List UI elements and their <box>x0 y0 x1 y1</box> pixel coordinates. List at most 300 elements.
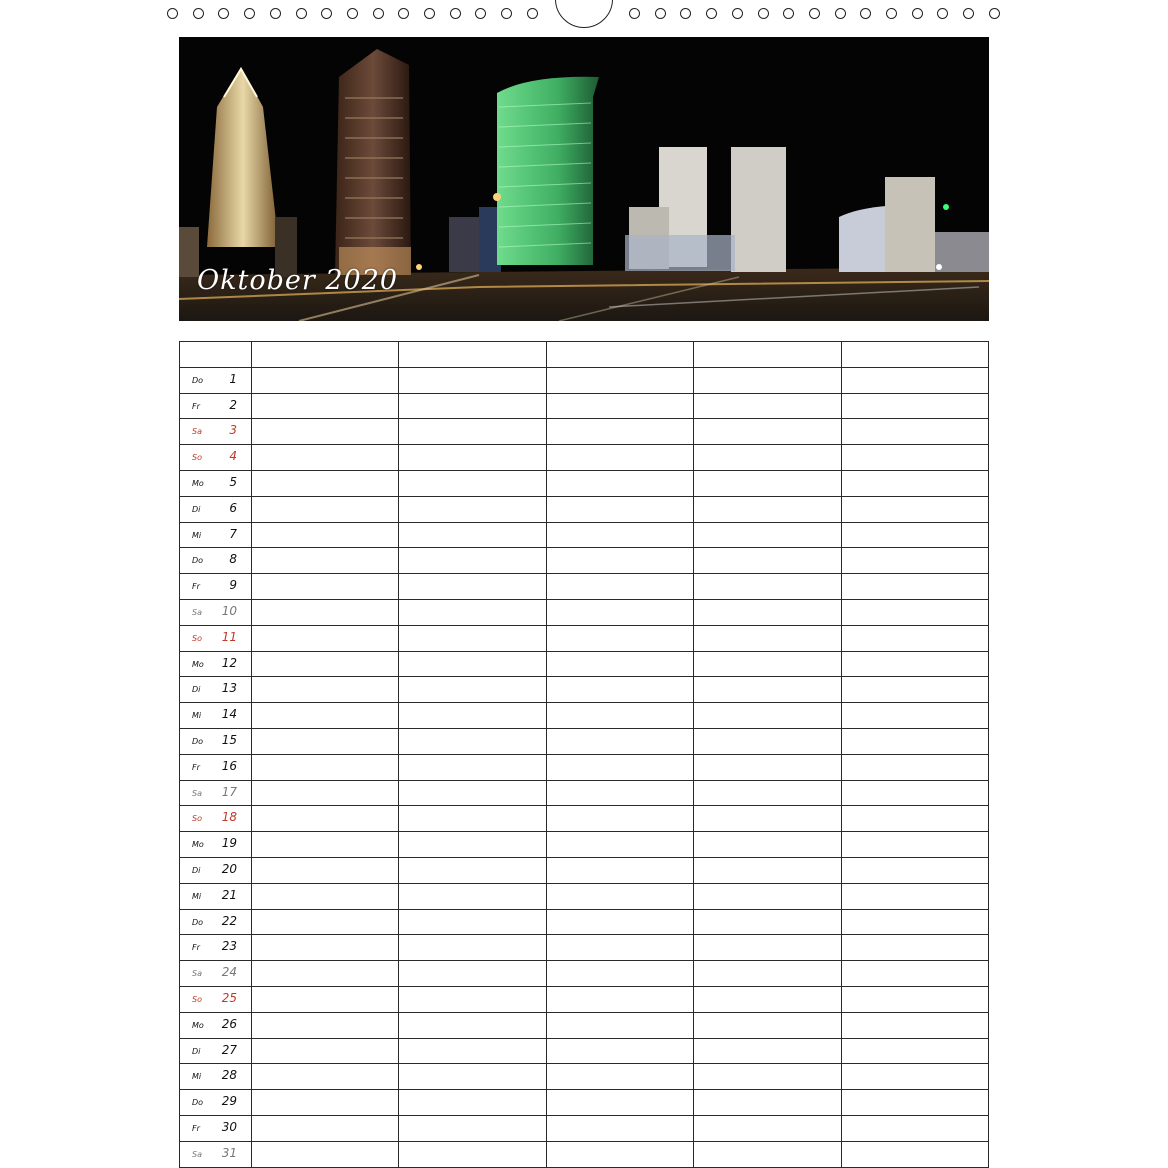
entry-cell[interactable] <box>546 754 693 780</box>
entry-cell[interactable] <box>841 1064 988 1090</box>
day-number: 21 <box>221 887 237 902</box>
header-cell-person[interactable] <box>546 342 693 368</box>
entry-cell[interactable] <box>694 1012 841 1038</box>
weekday-label: Mo <box>192 1020 204 1030</box>
entry-cell[interactable] <box>694 548 841 574</box>
entry-cell[interactable] <box>841 496 988 522</box>
binding-hole-icon <box>758 8 769 19</box>
weekday-label: Di <box>192 685 201 695</box>
weekday-label: Di <box>192 1046 201 1056</box>
entry-cell[interactable] <box>399 961 546 987</box>
entry-cell[interactable] <box>841 677 988 703</box>
entry-cell[interactable] <box>399 470 546 496</box>
entry-cell[interactable] <box>252 522 399 548</box>
day-row <box>180 1064 989 1090</box>
entry-cell[interactable] <box>252 1012 399 1038</box>
entry-cell[interactable] <box>841 1038 988 1064</box>
entry-cell[interactable] <box>399 1012 546 1038</box>
weekday-label: Sa <box>192 969 202 979</box>
weekday-label: Fr <box>192 582 200 592</box>
entry-cell[interactable] <box>841 419 988 445</box>
entry-cell[interactable] <box>399 445 546 471</box>
entry-cell[interactable] <box>399 754 546 780</box>
binding-hole-icon <box>475 8 486 19</box>
binding-hole-icon <box>501 8 512 19</box>
day-label-cell <box>180 780 252 806</box>
binding-hole-icon <box>783 8 794 19</box>
entry-cell[interactable] <box>694 445 841 471</box>
day-number: 6 <box>229 500 237 515</box>
weekday-label: Fr <box>192 762 200 772</box>
entry-cell[interactable] <box>546 857 693 883</box>
day-number: 17 <box>221 784 237 799</box>
binding-hole-icon <box>860 8 871 19</box>
entry-cell[interactable] <box>399 599 546 625</box>
day-label-cell <box>180 1064 252 1090</box>
binding-hole-icon <box>886 8 897 19</box>
day-label-cell <box>180 522 252 548</box>
binding-hole-icon <box>244 8 255 19</box>
entry-cell[interactable] <box>694 806 841 832</box>
entry-cell[interactable] <box>841 1115 988 1141</box>
entry-cell[interactable] <box>841 1090 988 1116</box>
entry-cell[interactable] <box>841 909 988 935</box>
day-row <box>180 961 989 987</box>
day-number: 28 <box>221 1068 237 1083</box>
entry-cell[interactable] <box>546 780 693 806</box>
day-number: 2 <box>229 397 237 412</box>
header-cell-date[interactable] <box>180 342 252 368</box>
day-row <box>180 806 989 832</box>
weekday-label: So <box>192 453 202 463</box>
entry-cell[interactable] <box>399 1064 546 1090</box>
binding-hole-icon <box>937 8 948 19</box>
entry-cell[interactable] <box>694 857 841 883</box>
day-label-cell <box>180 986 252 1012</box>
entry-cell[interactable] <box>841 651 988 677</box>
entry-cell[interactable] <box>694 367 841 393</box>
binding-hole-icon <box>270 8 281 19</box>
day-row <box>180 367 989 393</box>
day-label-cell <box>180 599 252 625</box>
day-row <box>180 625 989 651</box>
entry-cell[interactable] <box>399 1090 546 1116</box>
day-number: 11 <box>221 629 237 644</box>
day-label-cell <box>180 470 252 496</box>
entry-cell[interactable] <box>546 445 693 471</box>
entry-cell[interactable] <box>399 703 546 729</box>
entry-cell[interactable] <box>399 548 546 574</box>
entry-cell[interactable] <box>252 625 399 651</box>
entry-cell[interactable] <box>694 1038 841 1064</box>
entry-cell[interactable] <box>546 806 693 832</box>
entry-cell[interactable] <box>252 599 399 625</box>
day-label-cell <box>180 703 252 729</box>
weekday-label: Fr <box>192 943 200 953</box>
day-label-cell <box>180 419 252 445</box>
entry-cell[interactable] <box>694 651 841 677</box>
entry-cell[interactable] <box>252 986 399 1012</box>
entry-cell[interactable] <box>546 496 693 522</box>
entry-cell[interactable] <box>252 367 399 393</box>
entry-cell[interactable] <box>694 1115 841 1141</box>
day-row <box>180 935 989 961</box>
entry-cell[interactable] <box>546 522 693 548</box>
entry-cell[interactable] <box>399 677 546 703</box>
entry-cell[interactable] <box>252 703 399 729</box>
entry-cell[interactable] <box>546 1115 693 1141</box>
day-number: 10 <box>221 603 237 618</box>
weekday-label: Sa <box>192 1149 202 1159</box>
entry-cell[interactable] <box>694 496 841 522</box>
entry-cell[interactable] <box>399 522 546 548</box>
entry-cell[interactable] <box>399 883 546 909</box>
day-label-cell <box>180 1012 252 1038</box>
day-number: 23 <box>221 939 237 954</box>
day-row <box>180 986 989 1012</box>
entry-cell[interactable] <box>546 677 693 703</box>
entry-cell[interactable] <box>841 548 988 574</box>
entry-cell[interactable] <box>399 909 546 935</box>
entry-cell[interactable] <box>399 806 546 832</box>
entry-cell[interactable] <box>252 1038 399 1064</box>
header-cell-person[interactable] <box>399 342 546 368</box>
entry-cell[interactable] <box>546 909 693 935</box>
entry-cell[interactable] <box>399 857 546 883</box>
day-number: 1 <box>229 371 237 386</box>
entry-cell[interactable] <box>546 367 693 393</box>
entry-cell[interactable] <box>694 883 841 909</box>
day-number: 16 <box>221 758 237 773</box>
entry-cell[interactable] <box>252 1064 399 1090</box>
weekday-label: Di <box>192 504 201 514</box>
day-label-cell <box>180 574 252 600</box>
day-label-cell <box>180 393 252 419</box>
entry-cell[interactable] <box>399 393 546 419</box>
day-label-cell <box>180 961 252 987</box>
entry-cell[interactable] <box>399 832 546 858</box>
entry-cell[interactable] <box>252 1090 399 1116</box>
day-row <box>180 651 989 677</box>
entry-cell[interactable] <box>694 625 841 651</box>
day-row <box>180 909 989 935</box>
entry-cell[interactable] <box>694 1064 841 1090</box>
entry-cell[interactable] <box>546 935 693 961</box>
entry-cell[interactable] <box>546 1064 693 1090</box>
entry-cell[interactable] <box>841 832 988 858</box>
entry-cell[interactable] <box>399 625 546 651</box>
day-row <box>180 470 989 496</box>
entry-cell[interactable] <box>841 935 988 961</box>
day-number: 9 <box>229 578 237 593</box>
binding-hole-icon <box>706 8 717 19</box>
entry-cell[interactable] <box>252 651 399 677</box>
entry-cell[interactable] <box>841 703 988 729</box>
entry-cell[interactable] <box>252 470 399 496</box>
weekday-label: Mo <box>192 659 204 669</box>
binding-hole-icon <box>167 8 178 19</box>
weekday-label: Do <box>192 556 204 566</box>
entry-cell[interactable] <box>399 780 546 806</box>
entry-cell[interactable] <box>841 754 988 780</box>
day-number: 7 <box>229 526 237 541</box>
weekday-label: Do <box>192 917 204 927</box>
day-label-cell <box>180 1141 252 1167</box>
entry-cell[interactable] <box>399 1038 546 1064</box>
entry-cell[interactable] <box>399 728 546 754</box>
binding-hole-icon <box>398 8 409 19</box>
entry-cell[interactable] <box>546 625 693 651</box>
entry-cell[interactable] <box>546 393 693 419</box>
header-row <box>180 342 989 368</box>
weekday-label: Fr <box>192 401 200 411</box>
entry-cell[interactable] <box>841 1012 988 1038</box>
entry-cell[interactable] <box>546 470 693 496</box>
entry-cell[interactable] <box>694 393 841 419</box>
entry-cell[interactable] <box>694 419 841 445</box>
day-number: 13 <box>221 681 237 696</box>
entry-cell[interactable] <box>841 574 988 600</box>
entry-cell[interactable] <box>694 832 841 858</box>
day-label-cell <box>180 806 252 832</box>
day-number: 14 <box>221 707 237 722</box>
entry-cell[interactable] <box>841 367 988 393</box>
weekday-label: Do <box>192 375 204 385</box>
entry-cell[interactable] <box>546 1012 693 1038</box>
day-row <box>180 1038 989 1064</box>
weekday-label: Di <box>192 865 201 875</box>
entry-cell[interactable] <box>841 522 988 548</box>
day-row <box>180 1090 989 1116</box>
entry-cell[interactable] <box>694 599 841 625</box>
day-row <box>180 780 989 806</box>
entry-cell[interactable] <box>841 470 988 496</box>
binding-hole-icon <box>296 8 307 19</box>
day-label-cell <box>180 909 252 935</box>
day-number: 15 <box>221 732 237 747</box>
day-label-cell <box>180 832 252 858</box>
entry-cell[interactable] <box>399 496 546 522</box>
day-row <box>180 883 989 909</box>
entry-cell[interactable] <box>694 909 841 935</box>
entry-cell[interactable] <box>399 574 546 600</box>
day-label-cell <box>180 548 252 574</box>
day-row <box>180 677 989 703</box>
binding-hole-icon <box>321 8 332 19</box>
entry-cell[interactable] <box>252 393 399 419</box>
weekday-label: Fr <box>192 1123 200 1133</box>
day-label-cell <box>180 677 252 703</box>
weekday-label: Do <box>192 736 204 746</box>
day-number: 30 <box>221 1119 237 1134</box>
entry-cell[interactable] <box>546 1038 693 1064</box>
day-row <box>180 754 989 780</box>
entry-cell[interactable] <box>252 677 399 703</box>
entry-cell[interactable] <box>399 367 546 393</box>
weekday-label: Mo <box>192 478 204 488</box>
entry-cell[interactable] <box>694 961 841 987</box>
entry-cell[interactable] <box>252 728 399 754</box>
entry-cell[interactable] <box>841 806 988 832</box>
entry-cell[interactable] <box>252 883 399 909</box>
day-number: 24 <box>221 965 237 980</box>
entry-cell[interactable] <box>546 883 693 909</box>
entry-cell[interactable] <box>546 703 693 729</box>
entry-cell[interactable] <box>546 728 693 754</box>
entry-cell[interactable] <box>252 857 399 883</box>
entry-cell[interactable] <box>252 961 399 987</box>
entry-cell[interactable] <box>252 806 399 832</box>
binding-hole-icon <box>680 8 691 19</box>
weekday-label: Mi <box>192 891 202 901</box>
entry-cell[interactable] <box>252 419 399 445</box>
header-cell-person[interactable] <box>694 342 841 368</box>
entry-cell[interactable] <box>694 935 841 961</box>
entry-cell[interactable] <box>841 625 988 651</box>
entry-cell[interactable] <box>252 445 399 471</box>
weekday-label: Do <box>192 1098 204 1108</box>
binding-hole-icon <box>193 8 204 19</box>
day-number: 22 <box>221 913 237 928</box>
day-number: 29 <box>221 1094 237 1109</box>
entry-cell[interactable] <box>546 961 693 987</box>
day-row <box>180 857 989 883</box>
day-number: 5 <box>229 474 237 489</box>
entry-cell[interactable] <box>399 419 546 445</box>
entry-cell[interactable] <box>252 1141 399 1167</box>
day-row <box>180 728 989 754</box>
binding-hole-icon <box>629 8 640 19</box>
entry-cell[interactable] <box>694 986 841 1012</box>
header-cell-person[interactable] <box>252 342 399 368</box>
entry-cell[interactable] <box>694 1141 841 1167</box>
entry-cell[interactable] <box>694 522 841 548</box>
entry-cell[interactable] <box>546 599 693 625</box>
weekday-label: Sa <box>192 788 202 798</box>
month-title: Oktober 2020 <box>197 265 399 296</box>
day-number: 31 <box>221 1145 237 1160</box>
day-row <box>180 393 989 419</box>
binding-hole-icon <box>989 8 1000 19</box>
entry-cell[interactable] <box>694 1090 841 1116</box>
entry-cell[interactable] <box>399 651 546 677</box>
day-number: 25 <box>221 990 237 1005</box>
entry-cell[interactable] <box>841 986 988 1012</box>
day-number: 19 <box>221 836 237 851</box>
hanger-hook <box>555 0 613 28</box>
entry-cell[interactable] <box>546 1090 693 1116</box>
day-label-cell <box>180 1115 252 1141</box>
day-label-cell <box>180 625 252 651</box>
day-number: 26 <box>221 1016 237 1031</box>
entry-cell[interactable] <box>841 780 988 806</box>
binding-hole-icon <box>655 8 666 19</box>
weekday-label: Mi <box>192 1072 202 1082</box>
entry-cell[interactable] <box>546 574 693 600</box>
entry-cell[interactable] <box>694 754 841 780</box>
header-photo <box>179 37 989 321</box>
weekday-label: Mo <box>192 840 204 850</box>
weekday-label: Mi <box>192 711 202 721</box>
entry-cell[interactable] <box>252 1115 399 1141</box>
entry-cell[interactable] <box>841 393 988 419</box>
entry-cell[interactable] <box>546 986 693 1012</box>
entry-cell[interactable] <box>841 857 988 883</box>
header-cell-person[interactable] <box>841 342 988 368</box>
binding-hole-icon <box>373 8 384 19</box>
day-row <box>180 599 989 625</box>
entry-cell[interactable] <box>252 548 399 574</box>
entry-cell[interactable] <box>694 703 841 729</box>
entry-cell[interactable] <box>252 935 399 961</box>
day-row <box>180 445 989 471</box>
spiral-binding <box>0 0 1168 34</box>
binding-hole-icon <box>450 8 461 19</box>
day-row <box>180 832 989 858</box>
weekday-label: So <box>192 633 202 643</box>
entry-cell[interactable] <box>841 961 988 987</box>
day-number: 27 <box>221 1042 237 1057</box>
entry-cell[interactable] <box>252 780 399 806</box>
entry-cell[interactable] <box>841 728 988 754</box>
entry-cell[interactable] <box>546 651 693 677</box>
entry-cell[interactable] <box>694 728 841 754</box>
entry-cell[interactable] <box>546 1141 693 1167</box>
day-number: 8 <box>229 552 237 567</box>
entry-cell[interactable] <box>252 496 399 522</box>
binding-hole-icon <box>912 8 923 19</box>
entry-cell[interactable] <box>399 1115 546 1141</box>
entry-cell[interactable] <box>841 445 988 471</box>
entry-cell[interactable] <box>694 470 841 496</box>
entry-cell[interactable] <box>252 909 399 935</box>
entry-cell[interactable] <box>399 935 546 961</box>
entry-cell[interactable] <box>546 832 693 858</box>
entry-cell[interactable] <box>252 574 399 600</box>
entry-cell[interactable] <box>841 1141 988 1167</box>
day-row <box>180 703 989 729</box>
day-label-cell <box>180 496 252 522</box>
entry-cell[interactable] <box>252 754 399 780</box>
entry-cell[interactable] <box>546 548 693 574</box>
entry-cell[interactable] <box>841 599 988 625</box>
weekday-label: So <box>192 994 202 1004</box>
weekday-label: Sa <box>192 427 202 437</box>
entry-cell[interactable] <box>399 986 546 1012</box>
day-label-cell <box>180 935 252 961</box>
entry-cell[interactable] <box>694 574 841 600</box>
entry-cell[interactable] <box>252 832 399 858</box>
day-number: 20 <box>221 861 237 876</box>
day-row <box>180 419 989 445</box>
day-label-cell <box>180 1090 252 1116</box>
day-row <box>180 548 989 574</box>
day-label-cell <box>180 754 252 780</box>
day-number: 3 <box>229 423 237 438</box>
day-row <box>180 522 989 548</box>
day-label-cell <box>180 1038 252 1064</box>
binding-hole-icon <box>835 8 846 19</box>
binding-hole-icon <box>424 8 435 19</box>
entry-cell[interactable] <box>694 677 841 703</box>
binding-hole-icon <box>732 8 743 19</box>
weekday-label: So <box>192 814 202 824</box>
entry-cell[interactable] <box>399 1141 546 1167</box>
entry-cell[interactable] <box>841 883 988 909</box>
entry-cell[interactable] <box>546 419 693 445</box>
entry-cell[interactable] <box>694 780 841 806</box>
day-row <box>180 1115 989 1141</box>
